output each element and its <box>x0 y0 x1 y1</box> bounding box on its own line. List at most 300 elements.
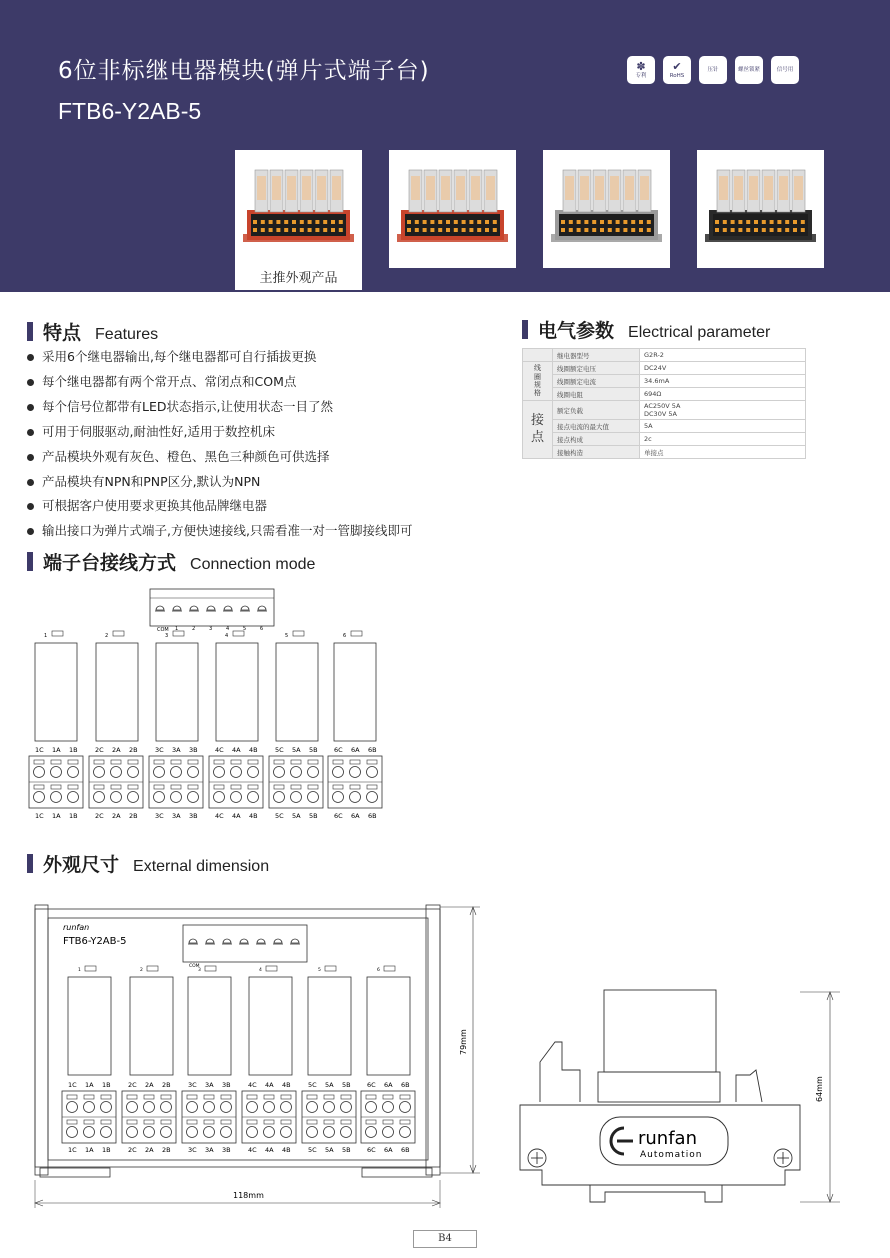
terminal-lever <box>438 228 442 232</box>
terminal-hole <box>333 767 344 778</box>
terminal-hole <box>324 1127 335 1138</box>
terminal-hole <box>248 792 259 803</box>
terminal-lever <box>616 220 620 224</box>
terminal-hole <box>51 767 62 778</box>
led-indicator <box>351 631 362 636</box>
terminal-hole <box>187 1102 198 1113</box>
terminal-label: 1C <box>35 812 44 820</box>
table-row: 线圈电阻 694Ω <box>523 388 806 401</box>
terminal-lever <box>34 760 44 764</box>
terminal-label: 1C <box>68 1146 77 1154</box>
terminal-label: 5B <box>309 812 318 820</box>
terminal-label: 3A <box>205 1146 214 1154</box>
terminal-hole <box>101 1102 112 1113</box>
terminal-label: 1C <box>68 1081 77 1089</box>
connector-pin <box>291 939 299 943</box>
terminal-hole <box>34 792 45 803</box>
terminal-lever <box>341 1120 351 1124</box>
terminal-lever <box>171 785 181 789</box>
terminal-label: 4B <box>249 746 258 754</box>
terminal-lever <box>261 228 265 232</box>
terminal-lever <box>51 785 61 789</box>
terminal-label: 3C <box>155 812 164 820</box>
relay-number: 3 <box>198 968 201 973</box>
patent-icon: ✽ <box>636 59 646 73</box>
table-row: 接点构成 2c <box>523 433 806 446</box>
terminal-label: 5B <box>342 1146 351 1154</box>
list-item: 采用6个继电器输出,每个继电器都可自行插拔更换 <box>27 345 412 370</box>
terminal-lever <box>561 228 565 232</box>
connector-pin <box>240 939 248 943</box>
terminal-hole <box>231 792 242 803</box>
terminal-label: 1B <box>69 812 78 820</box>
relay-number: 4 <box>259 968 262 973</box>
terminal-hole <box>247 1102 258 1113</box>
terminal-lever <box>738 220 742 224</box>
terminal-lever <box>264 1095 274 1099</box>
terminal-lever <box>324 1095 334 1099</box>
table-row: 接点 额定负载 AC250V 5A DC30V 5A <box>523 401 806 420</box>
terminal-lever <box>276 220 280 224</box>
terminal-lever <box>214 785 224 789</box>
relay-coil <box>764 176 773 200</box>
table-row: 接点电流的最大值 5A <box>523 420 806 433</box>
terminal-hole <box>248 767 259 778</box>
terminal-lever <box>715 220 719 224</box>
terminal-lever <box>315 228 319 232</box>
module-outline <box>35 909 440 1167</box>
product-photo-drawing <box>235 150 362 268</box>
terminal-hole <box>154 767 165 778</box>
terminal-label: 4C <box>215 746 224 754</box>
relay-coil <box>595 176 604 200</box>
terminal-lever <box>723 220 727 224</box>
terminal-hole <box>84 1102 95 1113</box>
terminal-hole <box>264 1127 275 1138</box>
relay-coil <box>749 176 758 200</box>
terminal-lever <box>127 1120 137 1124</box>
terminal-label: 2B <box>129 746 138 754</box>
relay-coil <box>625 176 634 200</box>
terminal-lever <box>127 1095 137 1099</box>
terminal-lever <box>383 1095 393 1099</box>
terminal-hole <box>154 792 165 803</box>
terminal-hole <box>281 1127 292 1138</box>
terminal-lever <box>161 1095 171 1099</box>
terminal-lever <box>261 220 265 224</box>
terminal-hole <box>291 792 302 803</box>
terminal-lever <box>253 220 257 224</box>
connector-pin <box>274 939 282 943</box>
relay-outline <box>130 977 173 1075</box>
terminal-lever <box>785 228 789 232</box>
features-title-en: Features <box>95 326 159 343</box>
electrical-heading <box>522 316 770 343</box>
product-photo-drawing <box>697 150 824 268</box>
relay-outline <box>276 643 318 741</box>
table-row: 继电器型号 G2R-2 <box>523 349 806 362</box>
terminal-label: 6B <box>401 1146 410 1154</box>
relay-coil <box>565 176 574 200</box>
led-indicator <box>85 966 96 971</box>
terminal-lever <box>584 228 588 232</box>
clip-arm-left <box>540 1042 580 1102</box>
relay-coil <box>411 176 420 200</box>
terminal-lever <box>231 760 241 764</box>
product-photo <box>235 150 362 268</box>
terminal-hole <box>111 792 122 803</box>
connector-pin <box>189 939 197 943</box>
width-label: 118mm <box>233 1191 264 1200</box>
input-number: 3 <box>209 626 213 632</box>
terminal-hole <box>350 767 361 778</box>
terminal-hole <box>111 767 122 778</box>
relay-coil <box>317 176 326 200</box>
terminal-label: 5A <box>292 812 301 820</box>
relay-coil <box>426 176 435 200</box>
terminal-hole <box>161 1127 172 1138</box>
terminal-lever <box>592 228 596 232</box>
relay-number: 6 <box>343 633 347 639</box>
terminal-label: 2B <box>129 812 138 820</box>
terminal-lever <box>647 220 651 224</box>
terminal-hole <box>221 1102 232 1113</box>
terminal-lever <box>292 220 296 224</box>
terminal-lever <box>308 220 312 224</box>
terminal-lever <box>777 220 781 224</box>
terminal-label: 5C <box>308 1081 317 1089</box>
din-rail <box>590 1185 722 1202</box>
relay-coil <box>287 176 296 200</box>
terminal-block <box>713 214 808 236</box>
terminal-hole <box>291 767 302 778</box>
input-number: 1 <box>175 626 179 632</box>
dimension-heading <box>27 850 269 877</box>
terminal-block <box>559 214 654 236</box>
terminal-hole <box>367 767 378 778</box>
terminal-hole <box>171 767 182 778</box>
connector-pin <box>173 606 181 610</box>
terminal-lever <box>639 220 643 224</box>
terminal-hole <box>94 792 105 803</box>
connection-heading <box>27 548 315 575</box>
terminal-lever <box>34 785 44 789</box>
heading-bar <box>27 854 33 873</box>
terminal-label: 2A <box>112 746 121 754</box>
relay-outline <box>188 977 231 1075</box>
terminal-lever <box>101 1120 111 1124</box>
terminal-lever <box>469 220 473 224</box>
terminal-block <box>251 214 346 236</box>
logo-text: runfan <box>638 1128 697 1149</box>
relay-profile <box>604 990 716 1072</box>
terminal-label: 1B <box>102 1081 111 1089</box>
dimension-title-cn: 外观尺寸 <box>43 854 120 876</box>
terminal-lever <box>631 220 635 224</box>
terminal-lever <box>777 228 781 232</box>
relay-coil <box>779 176 788 200</box>
terminal-lever <box>284 228 288 232</box>
terminal-hole <box>366 1127 377 1138</box>
terminal-hole <box>101 1127 112 1138</box>
terminal-lever <box>785 220 789 224</box>
led-indicator <box>113 631 124 636</box>
terminal-lever <box>407 220 411 224</box>
relay-number: 5 <box>318 968 321 973</box>
terminal-lever <box>291 785 301 789</box>
terminal-label: 2C <box>128 1146 137 1154</box>
relay-coil <box>332 176 341 200</box>
electrical-title-cn: 电气参数 <box>538 320 615 342</box>
relay-number: 6 <box>377 968 380 973</box>
terminal-lever <box>430 228 434 232</box>
terminal-label: 6A <box>384 1081 393 1089</box>
terminal-lever <box>204 1120 214 1124</box>
list-item: 每个继电器都有两个常开点、常闭点和COM点 <box>27 370 412 395</box>
terminal-lever <box>274 785 284 789</box>
product-photo-drawing <box>543 150 670 268</box>
electrical-title-en: Electrical parameter <box>628 324 771 341</box>
terminal-label: 3B <box>189 812 198 820</box>
terminal-hole <box>171 792 182 803</box>
terminal-lever <box>608 228 612 232</box>
terminal-lever <box>111 760 121 764</box>
terminal-hole <box>274 792 285 803</box>
led-indicator <box>205 966 216 971</box>
relay-coil <box>456 176 465 200</box>
list-item: 产品模块外观有灰色、橙色、黑色三种颜色可供选择 <box>27 445 412 470</box>
list-item: 每个信号位都带有LED状态指示,让使用状态一目了然 <box>27 395 412 420</box>
relay-outline <box>334 643 376 741</box>
terminal-label: 2C <box>128 1081 137 1089</box>
led-indicator <box>147 966 158 971</box>
heading-bar <box>27 322 33 341</box>
page-title: 6位非标继电器模块(弹片式端子台) <box>58 58 430 84</box>
clip-arm-right <box>736 1070 762 1102</box>
terminal-label: 1B <box>69 746 78 754</box>
terminal-hole <box>341 1127 352 1138</box>
terminal-lever <box>350 760 360 764</box>
terminal-lever <box>324 1120 334 1124</box>
terminal-hole <box>34 767 45 778</box>
terminal-label: 5A <box>292 746 301 754</box>
terminal-lever <box>331 220 335 224</box>
terminal-lever <box>366 1095 376 1099</box>
relay-coil <box>441 176 450 200</box>
rail-foot-right <box>362 1168 432 1177</box>
terminal-lever <box>84 1120 94 1124</box>
terminal-label: 3C <box>155 746 164 754</box>
terminal-lever <box>128 760 138 764</box>
terminal-hole <box>247 1127 258 1138</box>
terminal-lever <box>308 228 312 232</box>
terminal-lever <box>276 228 280 232</box>
connection-title-cn: 端子台接线方式 <box>43 552 177 574</box>
terminal-label: 2C <box>95 746 104 754</box>
terminal-lever <box>214 760 224 764</box>
com-label: COM <box>189 964 200 969</box>
terminal-lever <box>221 1095 231 1099</box>
terminal-lever <box>485 228 489 232</box>
product-photo <box>389 150 516 268</box>
terminal-lever <box>333 760 343 764</box>
terminal-lever <box>274 760 284 764</box>
list-item: 产品模块有NPN和PNP区分,默认为NPN <box>27 470 412 495</box>
terminal-lever <box>315 220 319 224</box>
runfan-logo-icon <box>611 1128 633 1154</box>
relay-number: 2 <box>105 633 109 639</box>
terminal-label: 6A <box>351 812 360 820</box>
terminal-label: 2B <box>162 1146 171 1154</box>
terminal-lever <box>300 228 304 232</box>
terminal-lever <box>188 760 198 764</box>
terminal-lever <box>308 785 318 789</box>
terminal-label: 6C <box>334 812 343 820</box>
terminal-hole <box>188 767 199 778</box>
badge-rohs: ✔ RoHS <box>663 56 691 84</box>
terminal-lever <box>623 220 627 224</box>
terminal-lever <box>101 1095 111 1099</box>
terminal-lever <box>446 220 450 224</box>
terminal-label: 6B <box>401 1081 410 1089</box>
terminal-lever <box>723 228 727 232</box>
page-number: B4 <box>413 1230 477 1248</box>
terminal-hole <box>67 1127 78 1138</box>
terminal-lever <box>493 220 497 224</box>
dimension-title-en: External dimension <box>133 858 270 875</box>
terminal-lever <box>281 1095 291 1099</box>
terminal-lever <box>339 220 343 224</box>
terminal-lever <box>367 760 377 764</box>
terminal-lever <box>438 220 442 224</box>
terminal-label: 3A <box>205 1081 214 1089</box>
terminal-label: 2A <box>112 812 121 820</box>
terminal-lever <box>161 1120 171 1124</box>
input-number: 5 <box>243 626 247 632</box>
relay-outline <box>68 977 111 1075</box>
table-row: 线圈规格 线圈额定电压 DC24V <box>523 362 806 375</box>
rail-foot-left <box>40 1168 110 1177</box>
terminal-hole <box>367 792 378 803</box>
relay-coil <box>794 176 803 200</box>
terminal-lever <box>247 1095 257 1099</box>
terminal-lever <box>731 228 735 232</box>
input-number: 2 <box>192 626 196 632</box>
terminal-lever <box>307 1095 317 1099</box>
terminal-hole <box>308 767 319 778</box>
terminal-lever <box>67 1095 77 1099</box>
terminal-lever <box>762 220 766 224</box>
brand-small: runfan <box>63 923 90 932</box>
terminal-hole <box>341 1102 352 1113</box>
terminal-label: 5A <box>325 1146 334 1154</box>
terminal-lever <box>423 228 427 232</box>
side-height-label: 64mm <box>815 1076 824 1102</box>
features-heading <box>27 318 158 345</box>
terminal-lever <box>746 220 750 224</box>
terminal-lever <box>561 220 565 224</box>
features-title-cn: 特点 <box>43 322 82 344</box>
terminal-lever <box>231 785 241 789</box>
terminal-lever <box>731 220 735 224</box>
relay-outline <box>367 977 410 1075</box>
terminal-label: 5A <box>325 1081 334 1089</box>
terminal-lever <box>291 760 301 764</box>
terminal-lever <box>400 1095 410 1099</box>
terminal-lever <box>269 220 273 224</box>
terminal-lever <box>144 1120 154 1124</box>
terminal-lever <box>323 220 327 224</box>
features-list <box>27 345 412 544</box>
connector-pin <box>257 939 265 943</box>
led-indicator <box>266 966 277 971</box>
list-item: 输出接口为弹片式端子,方便快速接线,只需看准一对一管脚接线即可 <box>27 519 412 544</box>
terminal-lever <box>247 1120 257 1124</box>
terminal-lever <box>738 228 742 232</box>
terminal-lever <box>493 228 497 232</box>
terminal-label: 5C <box>308 1146 317 1154</box>
connector-pin <box>241 606 249 610</box>
terminal-lever <box>323 228 327 232</box>
terminal-lever <box>264 1120 274 1124</box>
logo-subtext: Automation <box>640 1150 703 1160</box>
terminal-hole <box>68 792 79 803</box>
terminal-label: 1C <box>35 746 44 754</box>
terminal-lever <box>631 228 635 232</box>
led-indicator <box>384 966 395 971</box>
relay-coil <box>486 176 495 200</box>
terminal-lever <box>187 1120 197 1124</box>
terminal-hole <box>400 1127 411 1138</box>
product-photo <box>697 150 824 268</box>
terminal-hole <box>204 1102 215 1113</box>
terminal-label: 6C <box>334 746 343 754</box>
input-connector <box>183 925 307 962</box>
terminal-hole <box>94 767 105 778</box>
terminal-label: 2A <box>145 1146 154 1154</box>
terminal-lever <box>462 228 466 232</box>
terminal-label: 3C <box>188 1146 197 1154</box>
terminal-lever <box>383 1120 393 1124</box>
product-photo <box>543 150 670 268</box>
terminal-lever <box>477 220 481 224</box>
input-number: 6 <box>260 626 264 632</box>
terminal-label: 1A <box>85 1081 94 1089</box>
terminal-hole <box>400 1102 411 1113</box>
terminal-label: 4A <box>232 746 241 754</box>
connector-pin <box>258 606 266 610</box>
connector-pin <box>224 606 232 610</box>
terminal-lever <box>307 1120 317 1124</box>
terminal-label: 6C <box>367 1081 376 1089</box>
terminal-lever <box>94 785 104 789</box>
badge-patent: ✽ 专利 <box>627 56 655 84</box>
list-item: 可用于伺服驱动,耐油性好,适用于数控机床 <box>27 420 412 445</box>
terminal-label: 3B <box>189 746 198 754</box>
relay-outline <box>249 977 292 1075</box>
terminal-lever <box>454 220 458 224</box>
terminal-lever <box>639 228 643 232</box>
terminal-lever <box>407 228 411 232</box>
list-item: 可根据客户使用要求更换其他品牌继电器 <box>27 494 412 519</box>
terminal-lever <box>762 228 766 232</box>
terminal-hole <box>187 1127 198 1138</box>
terminal-hole <box>188 792 199 803</box>
terminal-label: 4B <box>282 1081 291 1089</box>
terminal-hole <box>214 767 225 778</box>
electrical-table <box>522 348 806 459</box>
terminal-hole <box>214 792 225 803</box>
